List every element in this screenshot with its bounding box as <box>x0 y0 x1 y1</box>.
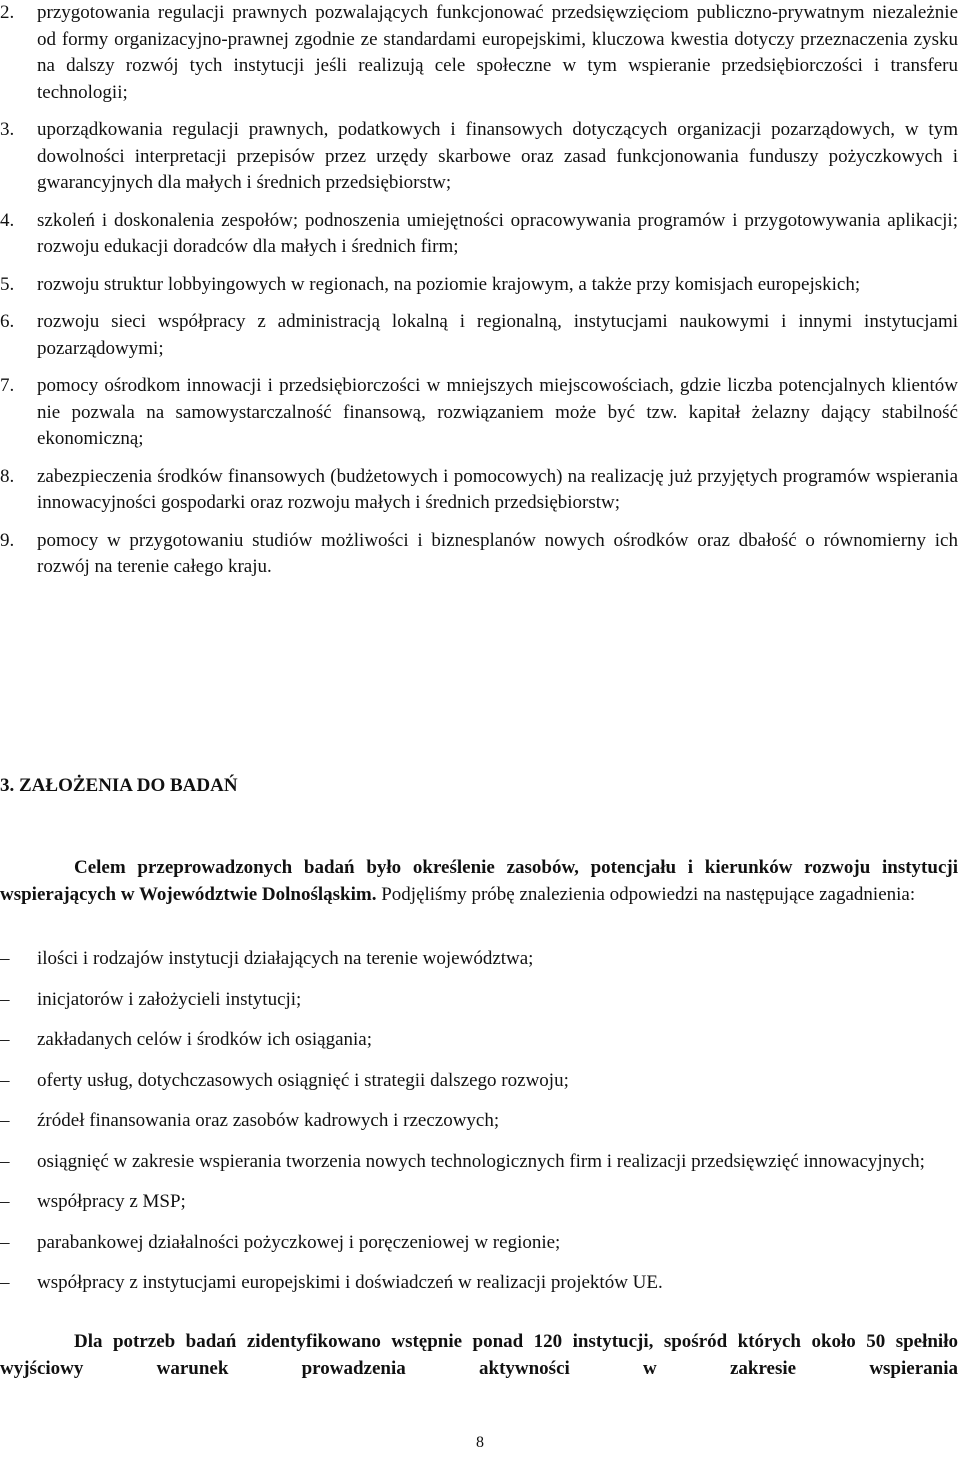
dash-marker: – <box>0 1069 10 1091</box>
intro-paragraph <box>0 855 958 908</box>
dash-marker: – <box>0 1110 10 1131</box>
list-item <box>0 0 958 106</box>
page-number: 8 <box>476 1434 484 1451</box>
dash-marker: – <box>0 1150 10 1172</box>
dash-marker: – <box>0 948 10 969</box>
list-item-text: pomocy ośrodkom innowacji i przedsiębiorczości w mniejszych miejscowościach, gdzie liczba potencjalnych klientów nie pozwala na samowystarczalność finansową, rozwiązaniem może być tzw. kapitał żelazny dający stabilność ekonomiczną; <box>37 375 958 449</box>
dash-marker: – <box>0 1029 10 1050</box>
list-item-text: rozwoju struktur lobbyingowych w regionach, na poziomie krajowym, a także przy komisjach europejskich; <box>37 273 861 295</box>
dash-item-text: inicjatorów i założycieli instytucji; <box>37 988 302 1010</box>
list-item <box>0 464 958 517</box>
list-item <box>0 528 958 581</box>
list-item <box>0 272 958 299</box>
dash-list-item <box>0 1068 958 1095</box>
dash-list-item <box>0 1230 958 1257</box>
dash-marker: – <box>0 1272 10 1293</box>
list-item-text: uporządkowania regulacji prawnych, podatkowych i finansowych dotyczących organizacji pozarządowych, w tym dowolności interpretacji przepisów przez urzędy skarbowe oraz zasad funkcjonowania funduszy pożyczkowych i gwarancyjnych dla małych i średnich przedsiębiorstw; <box>37 119 958 193</box>
dash-item-text: oferty usług, dotychczasowych osiągnięć i strategii dalszego rozwoju; <box>37 1069 569 1091</box>
dash-marker: – <box>0 1231 10 1253</box>
dash-item-text: zakładanych celów i środków ich osiągania; <box>37 1029 373 1050</box>
dash-item-text: źródeł finansowania oraz zasobów kadrowych i rzeczowych; <box>37 1110 500 1131</box>
numbered-list <box>0 0 958 592</box>
list-item-number: 3. <box>0 119 15 140</box>
intro-regular-text: Podjęliśmy próbę znalezienia odpowiedzi na następujące zagadnienia: <box>376 883 916 905</box>
dash-list-item <box>0 1108 958 1135</box>
list-item-text: rozwoju sieci współpracy z administracją lokalną i regionalną, instytucjami naukowymi i innymi instytucjami pozarządowymi; <box>37 311 958 359</box>
list-item-number: 4. <box>0 209 15 231</box>
list-item <box>0 309 958 362</box>
list-item <box>0 117 958 197</box>
dash-list-item <box>0 987 958 1014</box>
list-item-number: 9. <box>0 529 15 551</box>
dash-list-item <box>0 1149 958 1176</box>
dash-list <box>0 946 958 1311</box>
dash-item-text: parabankowej działalności pożyczkowej i poręczeniowej w regionie; <box>37 1231 561 1253</box>
list-item-number: 2. <box>0 2 15 23</box>
list-item-text: pomocy w przygotowaniu studiów możliwości i biznesplanów nowych ośrodków oraz dbałość o równomierny ich rozwój na terenie całego kraju. <box>37 529 958 577</box>
dash-list-item <box>0 1027 958 1054</box>
list-item-number: 8. <box>0 465 15 487</box>
dash-marker: – <box>0 1191 10 1212</box>
dash-marker: – <box>0 988 10 1010</box>
list-item <box>0 373 958 453</box>
intro-bold-text: Celem przeprowadzonych badań było określenie zasobów, potencjału i kierunków rozwoju instytucji wspierających w Województwie Dolnośląskim. <box>0 857 958 905</box>
list-item-text: szkoleń i doskonalenia zespołów; podnoszenia umiejętności opracowywania programów i przygotowywania aplikacji; rozwoju edukacji doradców dla małych i średnich firm; <box>37 209 958 257</box>
list-item <box>0 208 958 261</box>
list-item-number: 5. <box>0 273 15 295</box>
list-item-text: przygotowania regulacji prawnych pozwalających funkcjonować przedsięwzięciom publiczno-prywatnym niezależnie od formy organizacyjno-prawnej zgodnie ze standardami europejskimi, kluczowa kwestia dotyczy przeznaczenia zysku na dalszy rozwój tych instytucji jeśli realizują cele społeczne w tym wspieranie przedsiębiorczości i transferu technologii; <box>37 2 958 103</box>
list-item-number: 6. <box>0 311 15 332</box>
section-heading: 3. ZAŁOŻENIA DO BADAŃ <box>0 775 238 796</box>
dash-item-text: współpracy z instytucjami europejskimi i doświadczeń w realizacji projektów UE. <box>37 1272 663 1293</box>
dash-list-item <box>0 1189 958 1216</box>
list-item-number: 7. <box>0 375 15 396</box>
dash-item-text: ilości i rodzajów instytucji działających na terenie województwa; <box>37 948 534 969</box>
dash-list-item <box>0 1270 958 1297</box>
list-item-text: zabezpieczenia środków finansowych (budżetowych i pomocowych) na realizację już przyjętych programów wspierania innowacyjności gospodarki oraz rozwoju małych i średnich przedsiębiorstw; <box>37 465 958 513</box>
closing-paragraph: Dla potrzeb badań zidentyfikowano wstępnie ponad 120 instytucji, spośród których około 50 spełniło wyjściowy warunek prowadzenia aktywności w zakresie wspierania <box>0 1331 958 1379</box>
dash-list-item <box>0 946 958 973</box>
dash-item-text: osiągnięć w zakresie wspierania tworzenia nowych technologicznych firm i realizacji przedsięwzięć innowacyjnych; <box>37 1150 925 1172</box>
dash-item-text: współpracy z MSP; <box>37 1191 186 1212</box>
